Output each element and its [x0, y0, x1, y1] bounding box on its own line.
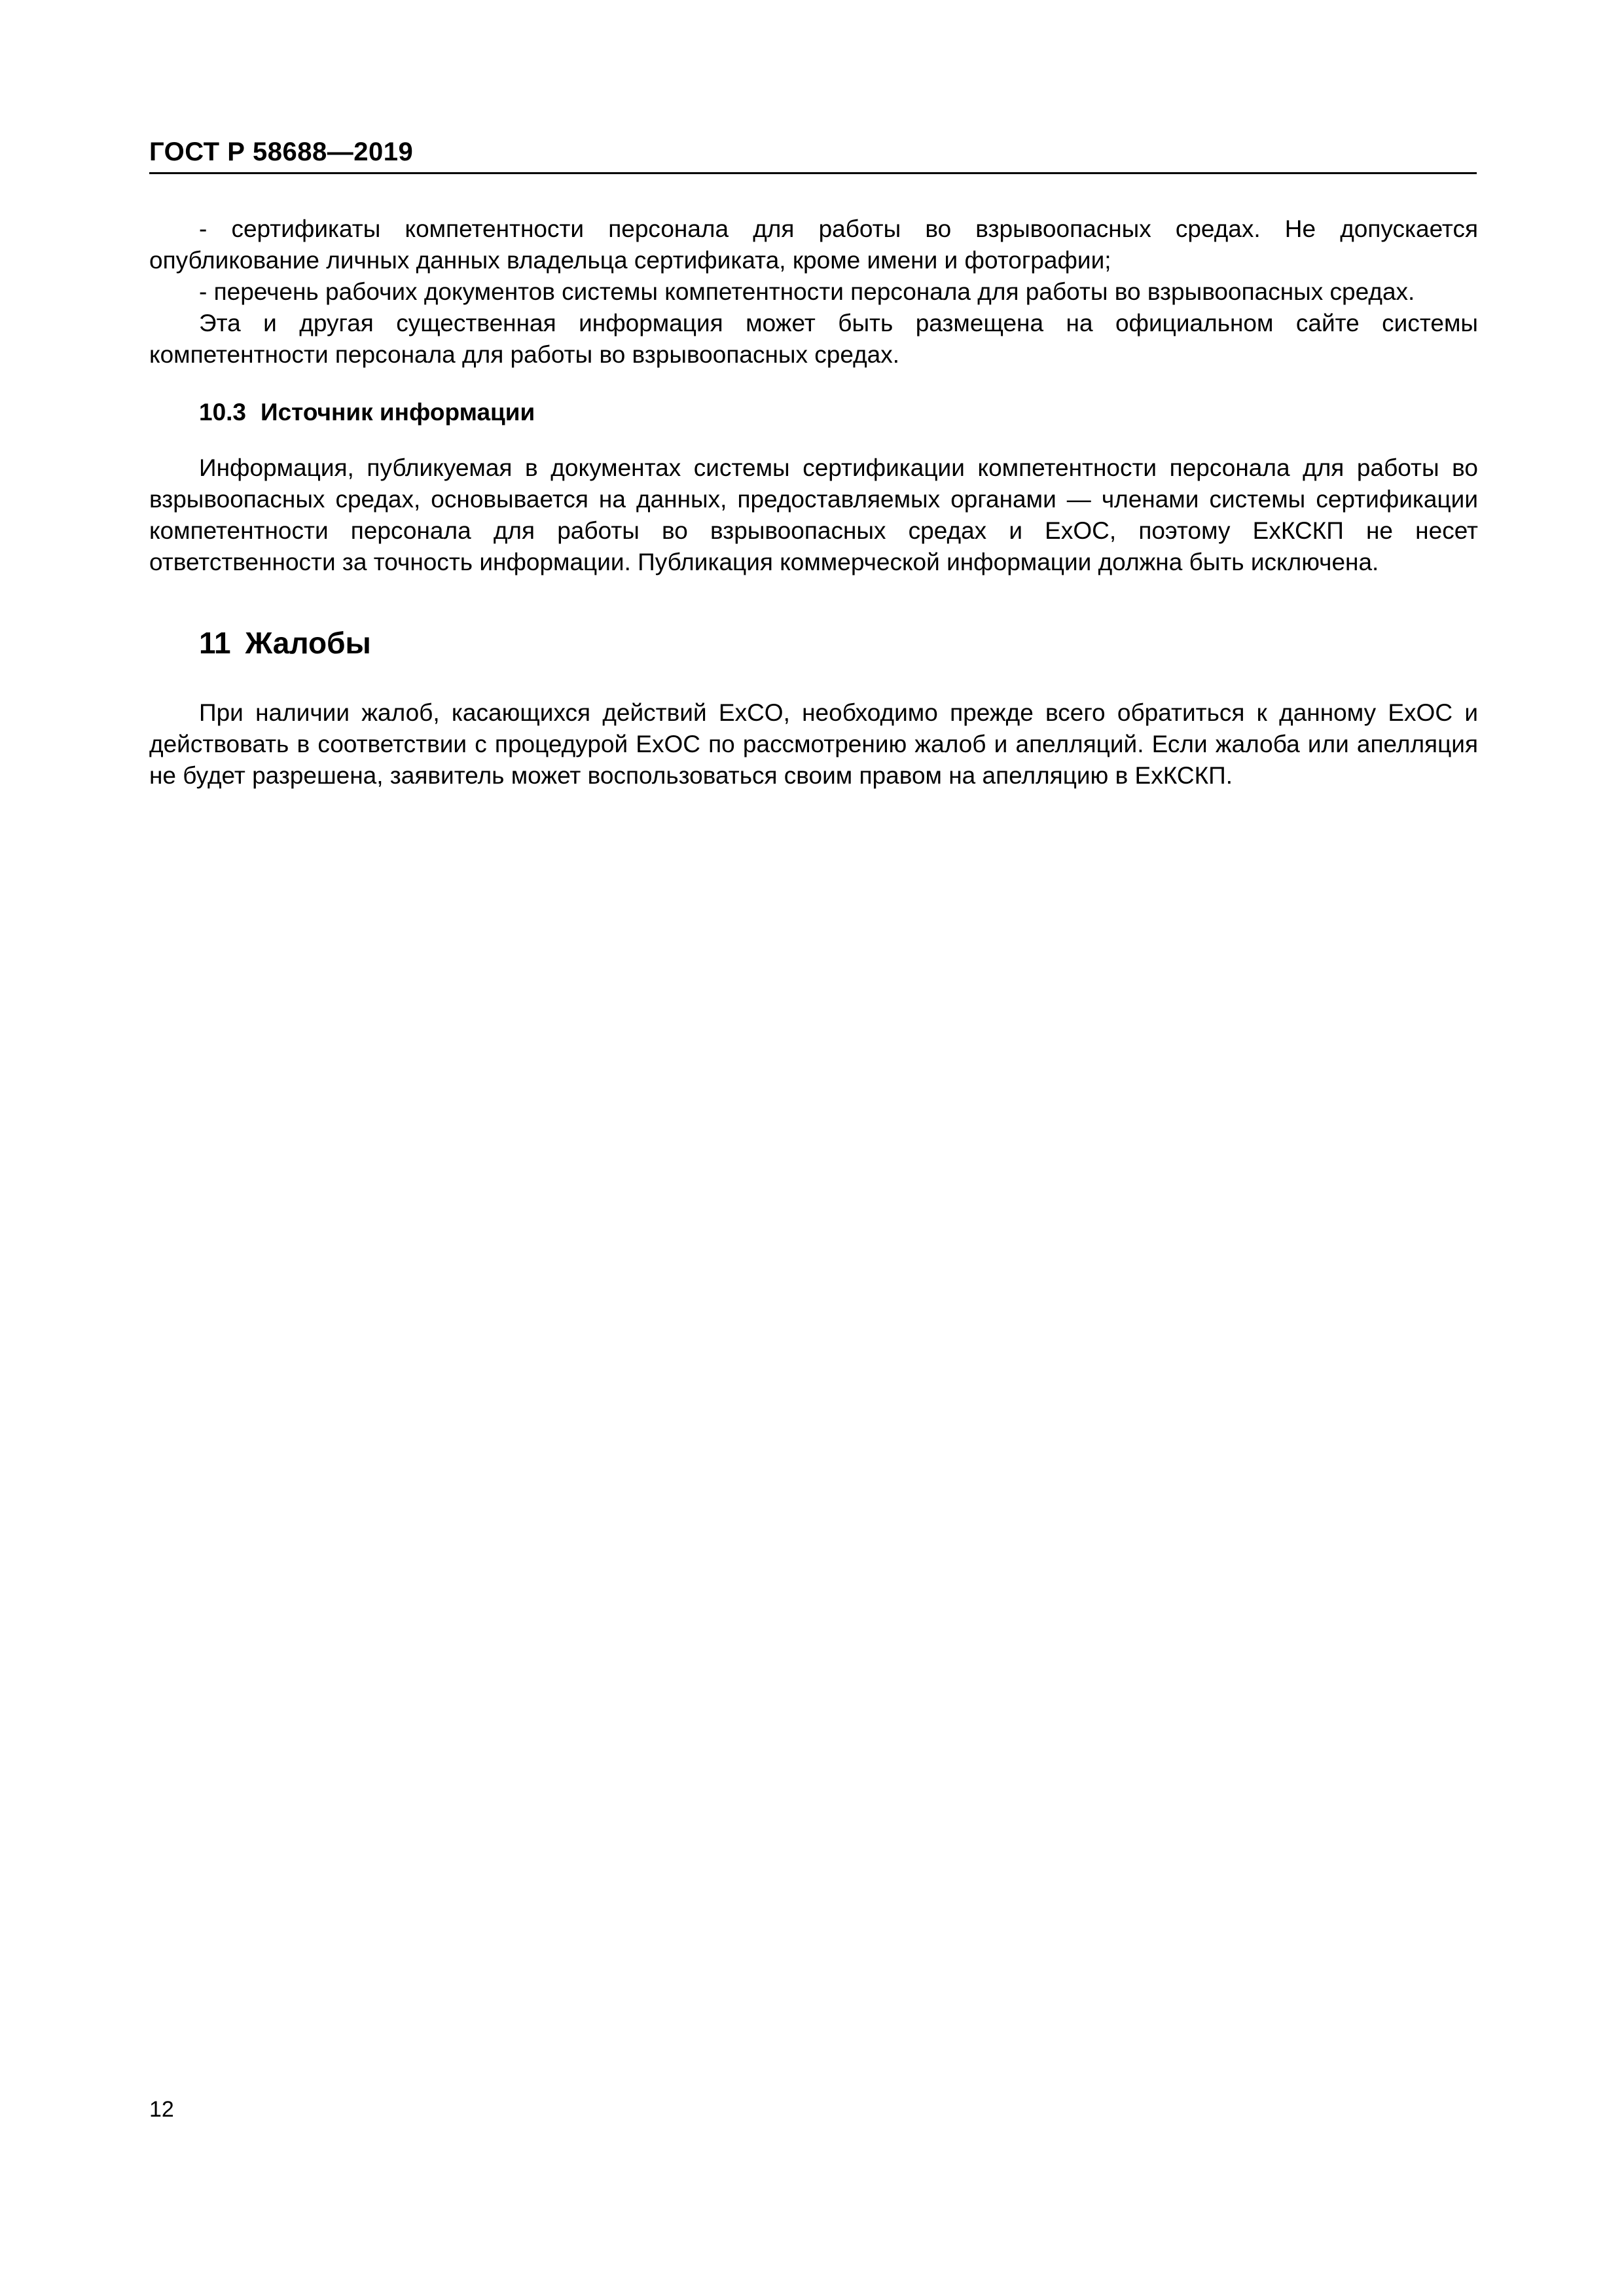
paragraph-certificates: - сертификаты компетентности персонала для работы во взрывоопасных средах. Не допускается опубликование личных данных владельца сертификата, кроме имени и фотографии;	[149, 215, 1478, 274]
page-number: 12	[149, 2097, 174, 2122]
paragraph-official-site: Эта и другая существенная информация может быть размещена на официальном сайте системы компетентности персонала для работы во взрывоопасных средах.	[149, 310, 1478, 369]
paragraph-complaints: При наличии жалоб, касающихся действий ExCO, необходимо прежде всего обратиться к данному ExOC и действовать в соответствии с процедурой ExOC по рассмотрению жалоб и апелляций. Если жалоба или апелляция не будет разрешена, заявитель может воспользоваться своим правом на апелляцию в ExКСКП.	[149, 699, 1478, 789]
subsection-title: Источник информации	[261, 399, 535, 426]
section-heading	[149, 624, 1478, 663]
paragraph-information-source: Информация, публикуемая в документах системы сертификации компетентности персонала для работы во взрывоопасных средах, основывается на данных, предоставляемых органами — членами системы сертификации компетентности персонала для работы во взрывоопасных средах и ExOC, поэтому ExКСКП не несет ответственности за точность информации. Публикация коммерческой информации должна быть исключена.	[149, 454, 1478, 575]
spacer	[149, 429, 1478, 452]
paragraph-documents-list: - перечень рабочих документов системы компетентности персонала для работы во взрывоопасных средах.	[199, 278, 1415, 306]
standard-header: ГОСТ Р 58688—2019	[149, 137, 1477, 174]
section-title: Жалобы	[245, 625, 371, 660]
page-content	[149, 137, 1478, 792]
subsection-number: 10.3	[199, 399, 247, 426]
spacer	[149, 663, 1478, 697]
subsection-heading	[149, 397, 1478, 428]
body-text-block	[149, 213, 1478, 792]
section-number: 11	[199, 625, 231, 660]
